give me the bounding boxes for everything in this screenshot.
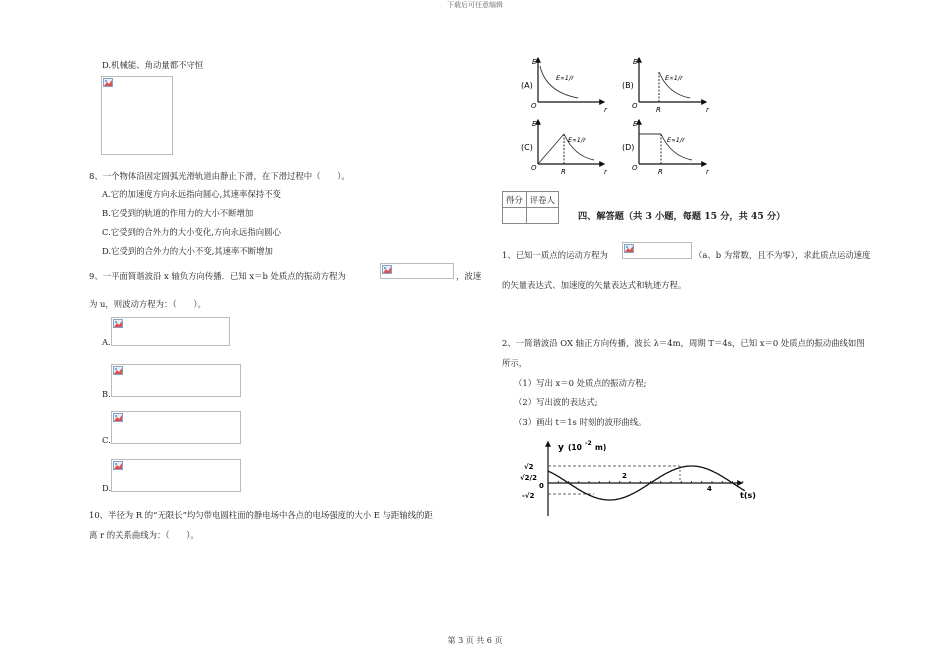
graph-a-r: r: [604, 106, 607, 114]
y-axis-label: y: [558, 443, 564, 453]
broken-image-icon: [113, 461, 123, 470]
page-footer: 第 3 页 共 6 页: [447, 636, 503, 645]
broken-image-icon: [103, 78, 113, 87]
q9-option-a-image: [111, 317, 230, 346]
p1-text-c: 的矢量表达式、加速度的矢量表达式和轨迹方程。: [502, 280, 687, 290]
t-tick-4: 4: [707, 485, 712, 493]
graph-c: [521, 120, 608, 176]
q9-option-a-label: A.: [102, 337, 111, 347]
graph-d-o: O: [632, 164, 638, 172]
score-cell-value[interactable]: [503, 208, 527, 224]
q9-option-b-image: [111, 364, 241, 397]
p2-item-1: （1）写出 x＝0 处质点的振动方程;: [514, 378, 647, 388]
y-tick-sqrt2: √2: [524, 463, 534, 471]
y-axis-unit-b: m): [595, 443, 607, 452]
graph-c-big-r: R: [561, 168, 566, 176]
graph-b-formula: E∝1/r: [665, 74, 683, 82]
y-tick-sqrt2-half: √2/2: [520, 474, 537, 482]
graph-b-e: E: [633, 58, 638, 66]
graph-a-label: (A): [521, 81, 533, 90]
graph-c-label: (C): [521, 143, 533, 152]
vibration-curve-graph: [502, 436, 774, 518]
graph-c-r: r: [604, 168, 607, 176]
graph-d-formula: E∝1/r: [667, 136, 685, 144]
q9-stem-part3: 为 u，则波动方程为：（ ）。: [89, 299, 206, 309]
q7-option-d: D.机械能、角动量都不守恒: [102, 60, 204, 70]
t-axis-label: t(s): [740, 491, 756, 500]
q9-option-d-image: [111, 459, 241, 492]
image-placeholder-q7: [101, 76, 173, 155]
graph-d-r: r: [706, 168, 709, 176]
score-cell-label: 得分: [503, 192, 527, 208]
graph-b-big-r: R: [656, 106, 661, 114]
graph-b: [622, 58, 710, 114]
broken-image-icon: [113, 413, 123, 422]
graph-d: [622, 120, 710, 176]
q9-equation-image: [380, 263, 454, 279]
p2-item-3: （3）画出 t＝1s 时刻的波形曲线。: [514, 417, 647, 427]
graph-a-e: E: [532, 58, 537, 66]
y-axis-unit-a: (10: [568, 443, 582, 452]
graph-b-label: (B): [622, 81, 634, 90]
q10-line2: 离 r 的关系曲线为：（ ）。: [89, 530, 199, 540]
p1-text-b: （a、b 为常数，且不为零），求此质点运动速度: [694, 250, 871, 260]
broken-image-icon: [624, 244, 634, 253]
graph-a-o: O: [531, 102, 537, 110]
q8-option-a: A.它的加速度方向永远指向圆心,其速率保持不变: [102, 189, 281, 199]
t-tick-2: 2: [622, 472, 627, 480]
graph-b-r: r: [706, 106, 709, 114]
q9-stem-part2: ，波速: [456, 271, 482, 281]
q9-option-c-image: [111, 411, 241, 444]
q8-stem: 8、一个物体沿固定圆弧光滑轨道由静止下滑，在下滑过程中（ ）。: [89, 171, 350, 181]
q8-option-b: B.它受到的轨道的作用力的大小不断增加: [102, 208, 254, 218]
e-r-graphs: [518, 52, 716, 180]
graph-d-e: E: [633, 120, 638, 128]
y-tick-neg-sqrt2: -√2: [522, 492, 535, 500]
broken-image-icon: [113, 366, 123, 375]
p2-line2: 所示，: [502, 358, 528, 368]
q8-option-d: D.它受到的合外力的大小不变,其速率不断增加: [102, 246, 273, 256]
q9-option-c-label: C.: [102, 435, 111, 445]
p1-equation-image: [622, 242, 692, 259]
p2-item-2: （2）写出波的表达式;: [514, 397, 598, 407]
q8-option-c: C.它受到的合外力的大小变化,方向永远指向圆心: [102, 227, 281, 237]
broken-image-icon: [382, 265, 392, 274]
q9-option-b-label: B.: [102, 389, 111, 399]
graph-d-label: (D): [622, 143, 635, 152]
graph-a: [521, 58, 608, 114]
graph-c-o: O: [531, 164, 537, 172]
q9-option-d-label: D.: [102, 483, 112, 493]
q9-stem-part1: 9、一平面简谐波沿 x 轴负方向传播．已知 x＝b 处质点的振动方程为: [89, 271, 346, 281]
graph-d-big-r: R: [658, 168, 663, 176]
broken-image-icon: [113, 319, 123, 328]
graph-c-e: E: [532, 120, 537, 128]
y-axis-unit-exp: -2: [585, 440, 592, 447]
graph-c-formula: E∝1/r: [568, 136, 586, 144]
graph-b-o: O: [632, 102, 638, 110]
y-tick-zero: 0: [539, 482, 544, 490]
grader-cell-value[interactable]: [526, 208, 558, 224]
p2-line1: 2、一简谐波沿 OX 轴正方向传播，波长 λ＝4m，周期 T＝4s，已知 x＝0 处质点的振动曲线如图: [502, 338, 865, 348]
page-header: 下载后可任意编辑: [447, 1, 503, 9]
section-title: 四、解答题（共 3 小题，每题 15 分，共 45 分）: [578, 211, 786, 222]
graph-a-formula: E∝1/r: [556, 74, 574, 82]
score-table: [502, 191, 559, 224]
p1-text-a: 1、已知一质点的运动方程为: [502, 250, 608, 260]
q10-line1: 10、半径为 R 的“无限长”均匀带电圆柱面的静电场中各点的电场强度的大小 E 与距轴线的距: [89, 510, 433, 520]
grader-cell-label: 评卷人: [526, 192, 558, 208]
